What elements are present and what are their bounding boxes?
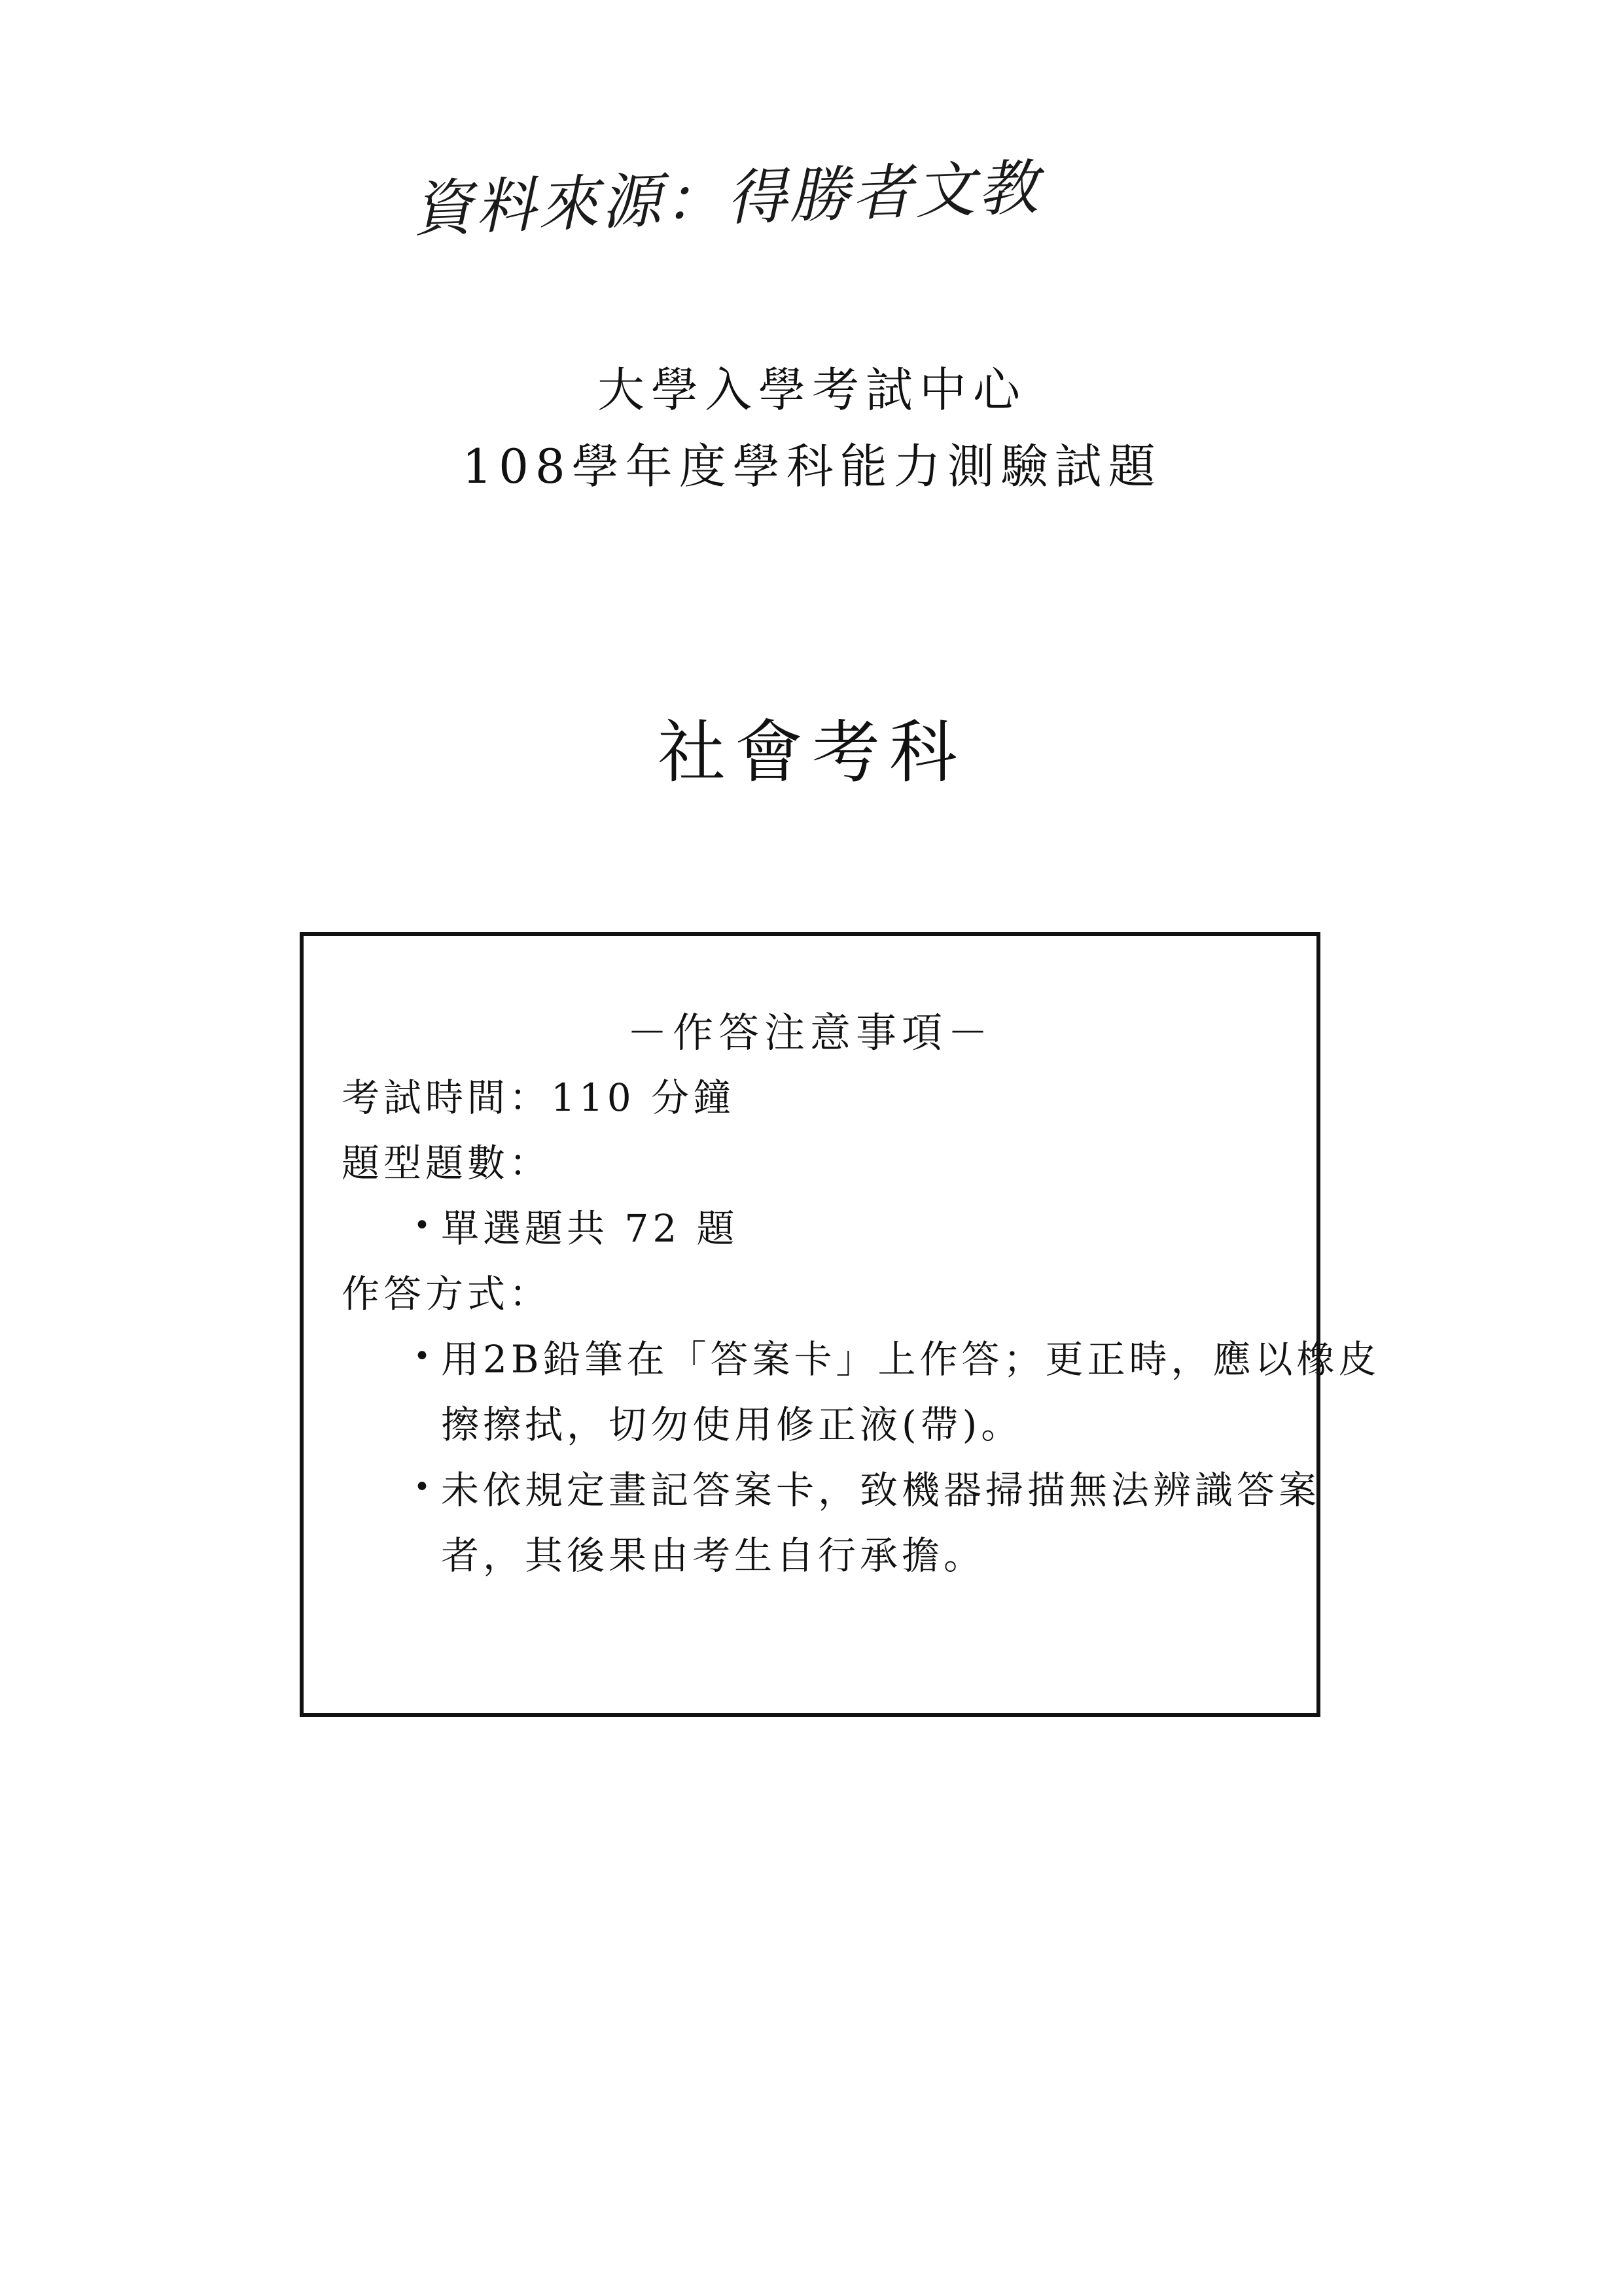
subject-title: 社會考科 bbox=[657, 712, 966, 792]
notice-heading: －作答注意事項－ bbox=[626, 1009, 993, 1056]
answer-item-1-line-1 bbox=[414, 1329, 1381, 1383]
organization-title: 大學入學考試中心 bbox=[597, 362, 1027, 417]
question-type-item bbox=[414, 1198, 739, 1253]
exam-time-line: 考試時間：110 分鐘 bbox=[342, 1075, 735, 1120]
answer-item-2-line-2: 者，其後果由考生自行承擔。 bbox=[441, 1533, 986, 1578]
answer-item-1-text: 用2B鉛筆在「答案卡」上作答；更正時，應以橡皮 bbox=[441, 1337, 1381, 1382]
answer-item-2-text: 未依規定畫記答案卡，致機器掃描無法辨識答案 bbox=[441, 1468, 1321, 1512]
answer-item-2-line-1 bbox=[414, 1459, 1320, 1514]
question-type-label: 題型題數： bbox=[342, 1141, 552, 1185]
question-type-item-text: 單選題共 72 題 bbox=[441, 1206, 739, 1251]
bullet-icon: • bbox=[414, 1470, 434, 1504]
bullet-icon: • bbox=[414, 1208, 434, 1242]
answer-item-1-line-2: 擦擦拭，切勿使用修正液(帶)。 bbox=[441, 1402, 1023, 1447]
handwritten-source-note: 資料來源：得勝者文教 bbox=[411, 152, 1042, 245]
bullet-icon: • bbox=[414, 1339, 434, 1373]
answer-method-label: 作答方式： bbox=[342, 1272, 552, 1316]
notice-box bbox=[300, 932, 1381, 1717]
exam-title: 108學年度學科能力測驗試題 bbox=[462, 439, 1162, 494]
